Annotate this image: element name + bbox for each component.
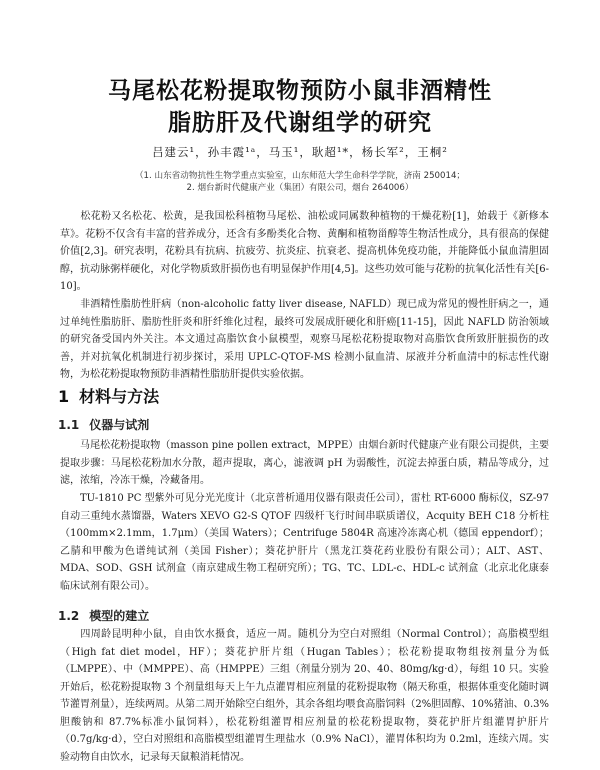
subsection-heading-1-2 — [58, 607, 149, 624]
intro-paragraph-1: 松花粉又名松花、松黄，是我国松科植物马尾松、油松或同属数种植物的干燥花粉[1]，始载于《新修本草》。花粉不仅含有丰富的营养成分，还含有多酚类化合物、黄酮和植物甾醇等生物活性成分，具有很高的保健价值[2,3]。研究表明，花粉具有抗病、抗疲劳、抗炎症、抗衰老、提高机体免疫功能，并能降低小鼠血清胆固醇，抗动脉粥样硬化，对化学物质致肝损伤也有明显保护作用[4,5]。这些功效可能与花粉的抗氧化活性有关[6-10]。 — [60, 211, 549, 292]
subsection-title: 模型的建立 — [89, 609, 150, 623]
section-number: 1 — [58, 387, 70, 406]
affiliation-2: 2. 烟台新时代健康产业（集团）有限公司，烟台 264006） — [186, 183, 414, 193]
author-list: 吕建云¹，孙丰霞¹ᵃ，马玉¹，耿超¹*，杨长军²，王桐² — [152, 145, 448, 159]
instruments-paragraph-2: TU-1810 PC 型紫外可见分光光度计（北京普析通用仪器有限责任公司），雷杜 RT-6000 酶标仪，SZ-97 自动三重纯水蒸馏器，Waters XEVO G2-S QTOF 四级杆飞行时间串联质谱仪，Acquity BEH C18 分析柱（100mm×2.1mm，1.7μm）（美国 Waters）；Centrifuge 5804R 高速冷冻离心机（德国 eppendorf）；乙腈和甲酸为色谱纯试剂（美国 Fisher）；葵花护肝片（黑龙江葵花药业股份有限公司）；ALT、AST、MDA、SOD、GSH 试剂盒（南京建成生物工程研究所）；TG、TC、LDL-c、HDL-c 试剂盒（北京北化康泰临床试剂有限公司）。 — [60, 493, 549, 592]
instruments-paragraph-1: 马尾松花粉提取物（masson pine pollen extract，MPPE）由烟台新时代健康产业有限公司提供，主要提取步骤：马尾松花粉加水分散，超声提取，离心，滤液调 pH 为弱酸性，沉淀去掉蛋白质，精品等成分，过滤，浓缩，冷冻干燥，冷藏备用。 — [60, 440, 549, 486]
title-line-2: 脂肪肝及代谢组学的研究 — [168, 110, 432, 136]
subsection-heading-1-1 — [58, 416, 149, 433]
intro-paragraph-2: 非酒精性脂肪性肝病（non-alcoholic fatty liver disease, NAFLD）现已成为常见的慢性肝病之一，通过单纯性脂肪肝、脂肪性肝炎和肝纤维化过程，最终可发展成肝硬化和肝癌[11-15]，因此 NAFLD 防治领域的研究备受国内外关注。本文通过高脂饮食小鼠模型，观察马尾松花粉提取物对高脂饮食所致肝脏损伤的改善，并对抗氧化机制进行初步探讨，采用 UPLC-QTOF-MS 检测小鼠血清、尿液并分析血清中的标志性代谢物，为松花粉提取物预防非酒精性脂肪肝提供实验依据。 — [60, 299, 549, 380]
title-line-1: 马尾松花粉提取物预防小鼠非酒精性 — [108, 78, 492, 104]
subsection-number: 1.1 — [58, 418, 80, 432]
subsection-title: 仪器与试剂 — [89, 418, 150, 432]
section-heading — [58, 384, 159, 407]
section-title: 材料与方法 — [79, 387, 160, 406]
model-paragraph: 四周龄昆明种小鼠，自由饮水摄食，适应一周。随机分为空白对照组（Normal Control）；高脂模型组（High fat diet model，HF）；葵花护肝片组（Hugan Tables）；松花粉提取物组按剂量分为低（LMPPE）、中（MMPPE）、高（HMPPE）三组（剂量分别为 20、40、80mg/kg·d），每组 10 只。实验开始后，松花粉提取物 3 个剂量组每天上午九点灌胃相应剂量的花粉提取物（隔天称重，根据体重变化随时调节灌胃剂量），连续两周。从第二周开始除空白组外，其余各组均喂食高脂饲料（2%胆固醇、10%猪油、0.3%胆酸钠和 87.7%标准小鼠饲料），松花粉组灌胃相应剂量的松花粉提取物，葵花护肝片组灌胃护肝片（0.7g/kg·d），空白对照组和高脂模型组灌胃生理盐水（0.9% NaCl），灌胃体积均为 0.2ml，连续六周。实验动物自由饮水，记录每天鼠粮消耗情况。 — [60, 629, 549, 763]
affiliation-1: （1. 山东省动物抗性生物学重点实验室，山东师范大学生命科学学院，济南 250014； — [134, 171, 466, 181]
subsection-number: 1.2 — [58, 609, 80, 623]
